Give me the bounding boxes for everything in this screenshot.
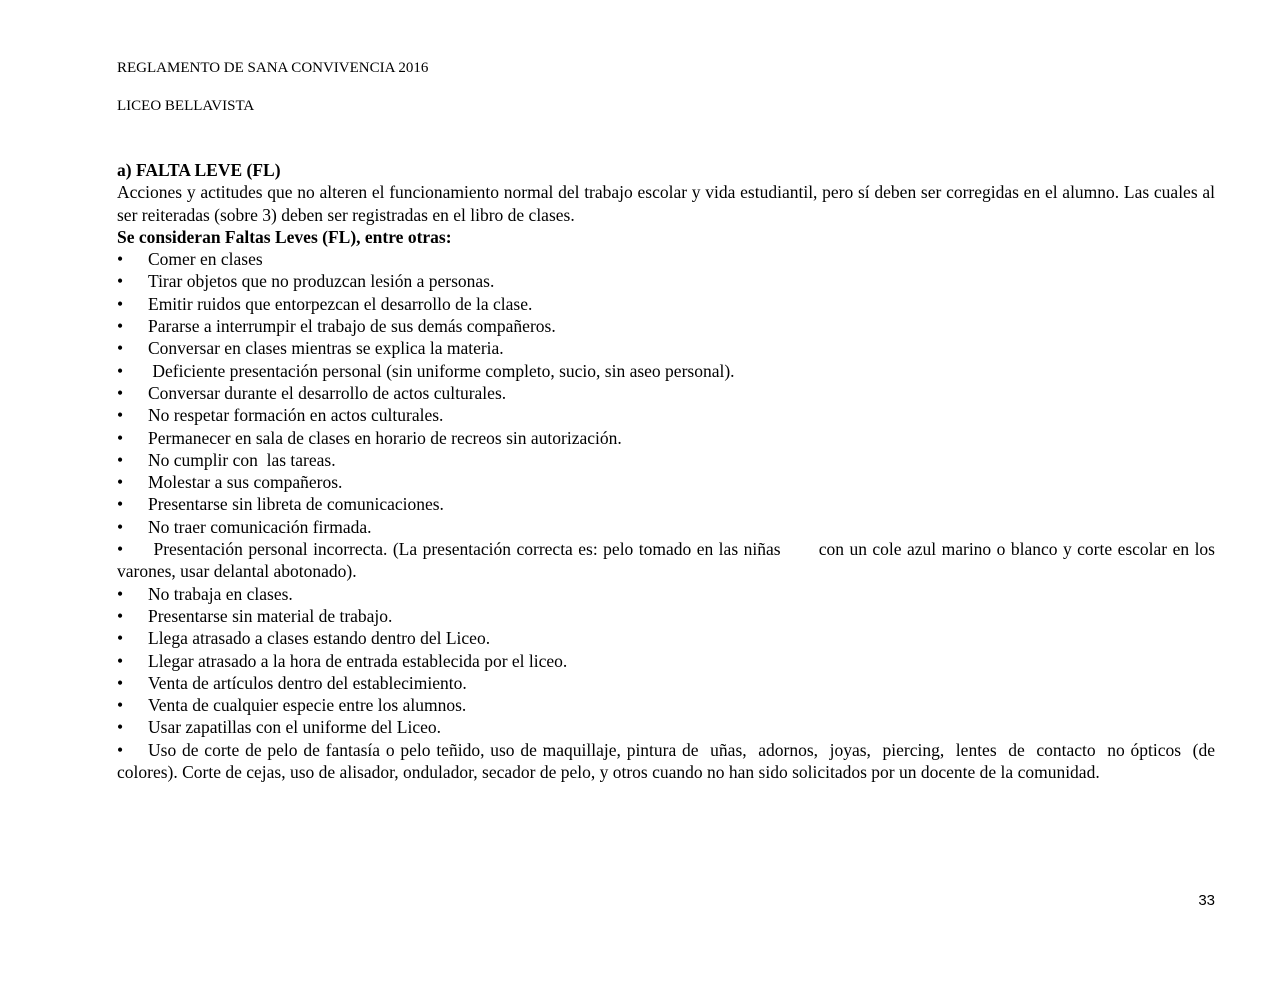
- bullet-marker: •: [117, 583, 124, 604]
- list-item-text: Llega atrasado a clases estando dentro del Liceo.: [148, 628, 491, 649]
- document-header-school: LICEO BELLAVISTA: [117, 98, 255, 114]
- list-item: [117, 650, 1215, 672]
- bullet-marker: •: [117, 316, 124, 337]
- list-item: [117, 360, 1215, 382]
- list-item: [117, 672, 1215, 694]
- bullet-marker: •: [117, 628, 124, 649]
- list-item: [117, 337, 1215, 359]
- list-item-text: Conversar durante el desarrollo de actos culturales.: [148, 382, 507, 403]
- list-item-text: No cumplir con las tareas.: [148, 449, 336, 470]
- list-item-text: Llegar atrasado a la hora de entrada establecida por el liceo.: [148, 650, 568, 671]
- bullet-marker: •: [117, 739, 124, 760]
- list-item-text: No respetar formación en actos culturales.: [148, 405, 444, 426]
- bullet-marker: •: [117, 494, 124, 515]
- list-item: [117, 293, 1215, 315]
- list-item: [117, 315, 1215, 337]
- list-item: [117, 427, 1215, 449]
- list-heading: Se consideran Faltas Leves (FL), entre otras:: [117, 226, 452, 247]
- list-item-text: Usar zapatillas con el uniforme del Liceo.: [148, 717, 442, 738]
- section-content: [117, 159, 1220, 783]
- bullet-marker: •: [117, 605, 124, 626]
- list-item-text: Tirar objetos que no produzcan lesión a personas.: [148, 271, 495, 292]
- list-item-text: Uso de corte de pelo de fantasía o pelo teñido, uso de maquillaje, pintura de uñas, adornos, joyas, piercing, lentes de contacto no ópticos (de colores). Corte de cejas, uso de alisador, ondulador, secador de pelo, y otros cuando no han sido solicitados por un docente de la comunidad.: [117, 739, 1220, 783]
- list-item: [117, 516, 1215, 538]
- list-item-text: Presentarse sin material de trabajo.: [148, 605, 393, 626]
- bullet-marker: •: [117, 672, 124, 693]
- list-item-text: Venta de artículos dentro del establecimiento.: [148, 672, 467, 693]
- list-item-text: Emitir ruidos que entorpezcan el desarrollo de la clase.: [148, 293, 533, 314]
- list-item: [117, 471, 1215, 493]
- document-header-title: REGLAMENTO DE SANA CONVIVENCIA 2016: [117, 60, 429, 76]
- section-description: Acciones y actitudes que no alteren el funcionamiento normal del trabajo escolar y vida estudiantil, pero sí deben ser corregidas en el alumno. Las cuales al ser reiteradas (sobre 3) deben ser registradas en el libro de clases.: [117, 182, 1215, 225]
- list-item: [117, 270, 1215, 292]
- bullet-marker: •: [117, 382, 124, 403]
- list-item: [117, 404, 1215, 426]
- list-item-text: No trabaja en clases.: [148, 583, 293, 604]
- bullet-marker: •: [117, 449, 124, 470]
- list-item-text: Presentarse sin libreta de comunicaciones.: [148, 494, 444, 515]
- list-item: [117, 739, 1220, 784]
- bullet-marker: •: [117, 650, 124, 671]
- list-item: [117, 382, 1215, 404]
- bullet-marker: •: [117, 472, 124, 493]
- bullet-marker: •: [117, 405, 124, 426]
- list-item-text: Comer en clases: [148, 249, 263, 270]
- list-item: [117, 627, 1215, 649]
- bullet-marker: •: [117, 293, 124, 314]
- bullet-marker: •: [117, 516, 124, 537]
- list-item-text: Venta de cualquier especie entre los alumnos.: [148, 695, 467, 716]
- list-item: [117, 583, 1215, 605]
- bullet-marker: •: [117, 539, 124, 560]
- section-title: a) FALTA LEVE (FL): [117, 160, 281, 180]
- list-item-text: Molestar a sus compañeros.: [148, 472, 343, 493]
- list-item-text: Permanecer en sala de clases en horario de recreos sin autorización.: [148, 427, 622, 448]
- bullet-marker: •: [117, 695, 124, 716]
- bullet-marker: •: [117, 427, 124, 448]
- list-item: [117, 449, 1215, 471]
- page-number: 33: [1198, 892, 1215, 909]
- list-item: [117, 248, 1215, 270]
- bullet-marker: •: [117, 271, 124, 292]
- list-item: [117, 694, 1215, 716]
- bullet-marker: •: [117, 338, 124, 359]
- list-item: [117, 538, 1220, 583]
- faltas-list: [117, 248, 1220, 783]
- list-item-text: Conversar en clases mientras se explica la materia.: [148, 338, 504, 359]
- list-item-text: No traer comunicación firmada.: [148, 516, 372, 537]
- list-item: [117, 605, 1215, 627]
- bullet-marker: •: [117, 360, 124, 381]
- list-item: [117, 716, 1215, 738]
- bullet-marker: •: [117, 717, 124, 738]
- list-item-text: Deficiente presentación personal (sin uniforme completo, sucio, sin aseo personal).: [148, 360, 735, 381]
- list-item: [117, 493, 1215, 515]
- bullet-marker: •: [117, 249, 124, 270]
- list-item-text: Pararse a interrumpir el trabajo de sus demás compañeros.: [148, 316, 556, 337]
- list-item-text: Presentación personal incorrecta. (La presentación correcta es: pelo tomado en las niñas con un cole azul marino o blanco y corte escolar en los varones, usar delantal abotonado).: [117, 539, 1220, 582]
